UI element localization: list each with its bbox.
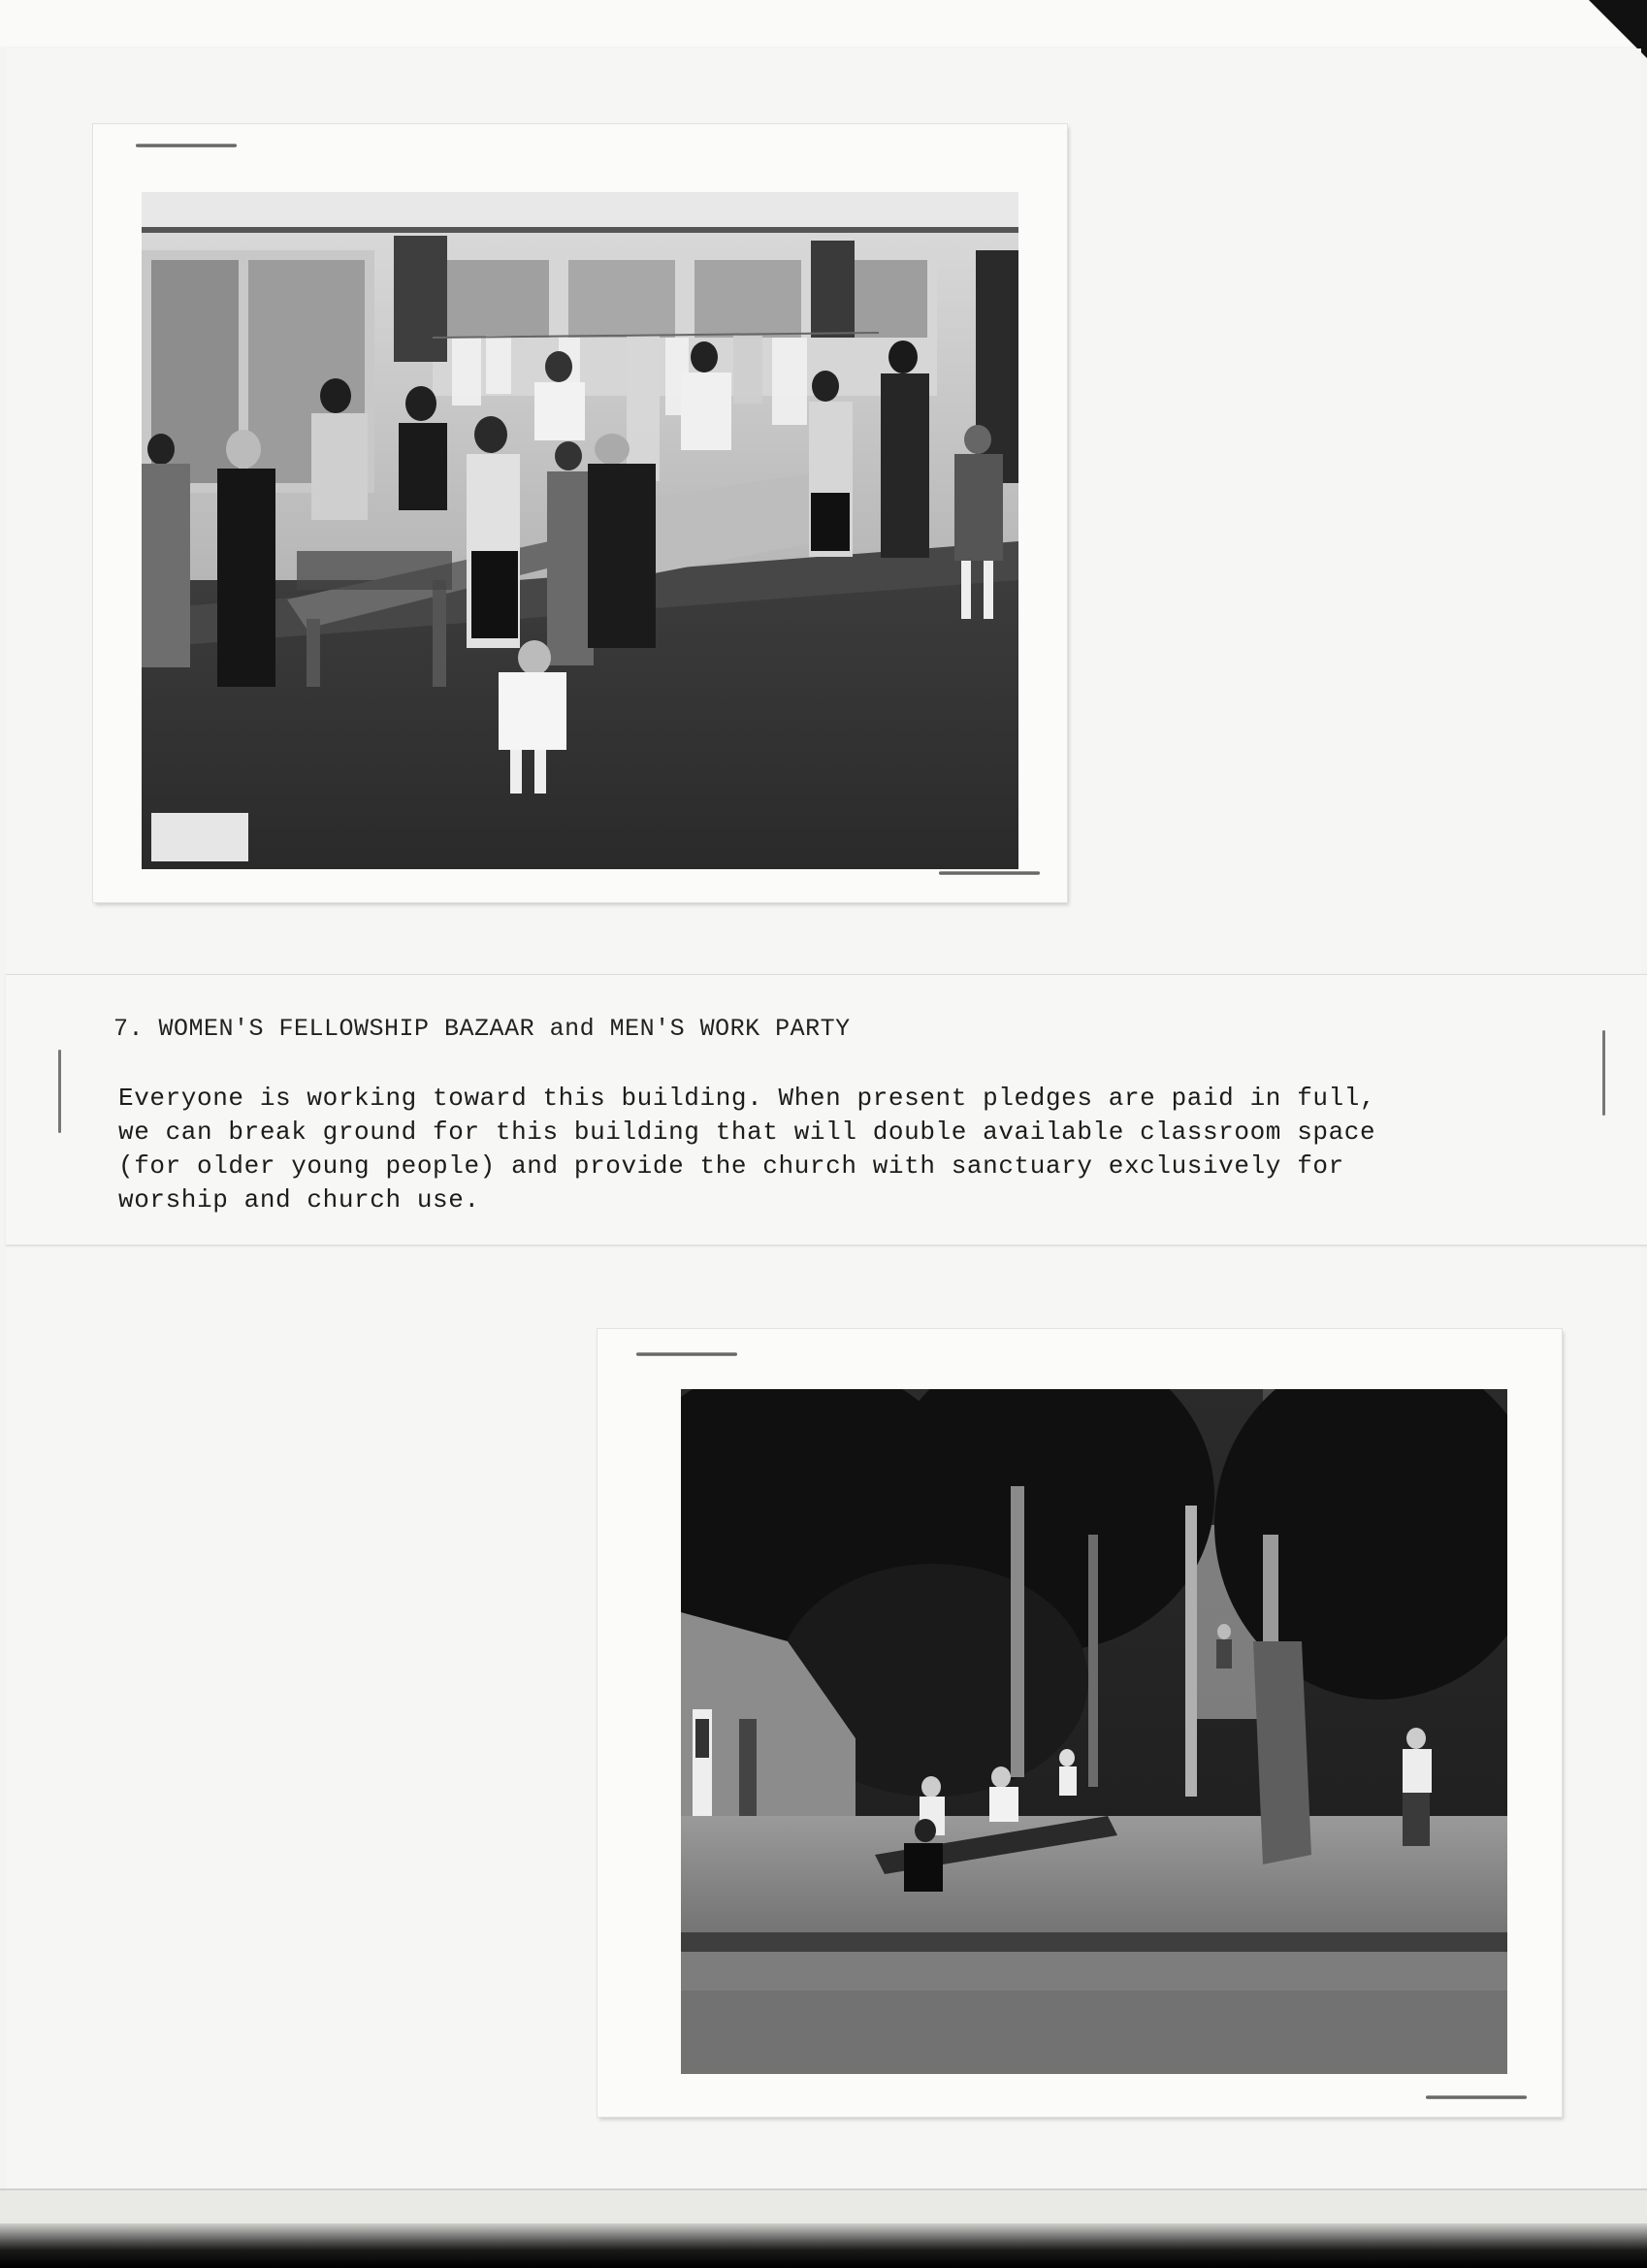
work-party-photo	[681, 1389, 1507, 2074]
staple-edge	[58, 1050, 61, 1133]
caption-title: 7. WOMEN'S FELLOWSHIP BAZAAR and MEN'S WORK PARTY	[113, 1015, 851, 1043]
staple	[636, 1352, 737, 1356]
caption-line: Everyone is working toward this building. When present pledges are paid in full,	[118, 1084, 1376, 1113]
staple	[1426, 2095, 1527, 2099]
caption-body	[118, 1082, 1476, 1217]
staple	[939, 871, 1040, 875]
scan-bottom-shadow	[0, 2223, 1647, 2268]
caption-line: (for older young people) and provide the church with sanctuary exclusively for	[118, 1151, 1344, 1181]
bazaar-photo	[142, 192, 1018, 869]
scan-top-edge	[0, 0, 1647, 47]
caption-line: worship and church use.	[118, 1185, 480, 1215]
staple	[136, 144, 237, 147]
caption-line: we can break ground for this building that will double available classroom space	[118, 1118, 1376, 1147]
staple-edge	[1602, 1030, 1605, 1116]
scan-bottom-band	[0, 2188, 1647, 2225]
